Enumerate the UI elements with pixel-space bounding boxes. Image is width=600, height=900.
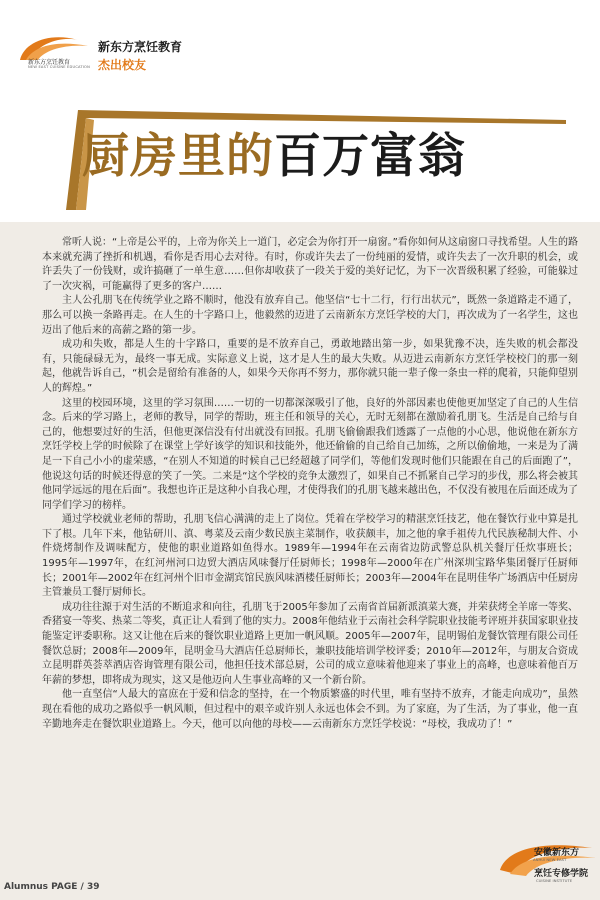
school-en-line-2: CUISINE INSTITUTE [536, 878, 573, 883]
paragraph-4: 这里的校园环境，这里的学习氛围……一切的一切都深深吸引了他，良好的外部因素也使他更加坚定了自己的人生信念。后来的学习路上，老师的教导，同学的帮助，班主任和领导的关心，无时无刻都在激励着孔朋飞。生活是自己给与自己的，他想要过好的生活，但他更深信没有付出就没有回报。孔朋飞偷偷跟我们透露了一点他的小心思，他说他在新东方烹饪学校上学的时候除了在课堂上学好该学的知识和技能外，他还偷偷的自己给自己加练，之所以偷偷地，一来是为了满足一下自己小小的虚荣感，“在别人不知道的时候自己已经超越了同学们，等他们发现时他们只能跟在自己的后面跑了”，他说这句话的时候还得意的笑了一笑。二来是“这个学校的竞争太激烈了，如果自己不抓紧自己学习的步伐，那么将会被其他同学远远的甩在后面”。我想也许正是这种小自我心理，才使得我们的孔朋飞越来越出色，不仅没有被甩在后面还成为了同学们学习的榜样。 [42, 397, 578, 511]
paragraph-6: 成功往往源于对生活的不断追求和向往，孔朋飞于2005年参加了云南省首届新派滇菜大赛，并荣获烤全羊席一等奖、香猪宴一等奖、热菜二等奖，真正让人看到了他的实力。2008年他结业于云南社会科学院职业技能考评班并获国家职业技能鉴定评委职称。这又让他在后来的餐饮职业道路上更加一帆风顺。2005年—2007年，昆明锡伯龙餐饮管理有限公司任餐饮总厨；2008年—2009年，昆明金马大酒店任总厨师长，兼职技能培训学校评委；2010年—2012年，与朋友合资成立昆明群英荟萃酒店咨询管理有限公司，他担任技术部总厨，公司的成立意味着他迎来了事业上的高峰，也意味着他百万年薪的梦想，即将成为现实，这又是他迈向人生事业高峰的又一个新台阶。 [42, 601, 578, 686]
logo-subtext: NEW EAST CUISINE EDUCATION [28, 65, 90, 69]
page-header [0, 0, 600, 222]
school-name-line-1: 安徽新东方 [534, 848, 580, 858]
paragraph-2: 主人公孔朋飞在传统学业之路不顺时，他没有放弃自己。他坚信“七十二行，行行出状元”，既然一条道路走不通了，那么可以换一条路再走。在人生的十字路口上，他毅然的迈进了云南新东方烹饪学校的大门，再次成为了一名学生，这也迈出了他后来的高薪之路的第一步。 [42, 295, 578, 336]
title-part-1: 厨房里的 [82, 129, 274, 184]
swoosh-logo-icon [16, 30, 94, 76]
title-part-2: 百万富翁 [274, 129, 466, 184]
section-tag: 杰出校友 [98, 58, 147, 72]
logo-text: 新东方烹饪教育 [28, 59, 71, 66]
page-number-label: Alumnus PAGE / 39 [4, 882, 100, 892]
brand-block [16, 30, 216, 82]
paragraph-1: 常听人说：“上帝是公平的，上帝为你关上一道门，必定会为你打开一扇窗。”看你如何从这扇窗口寻找希望。人生的路本来就充满了挫折和机遇，看你是否用心去对待。有时，你或许失去了一份纯丽的爱情，或许失去了一次升职的机会，或许丢失了一份钱财，或许搞砸了一单生意……但你却收获了一段关于爱的美好记忆，为下一次晋级积累了经验，可能躲过了一次灾祸，可能赢得了更多的客户…… [42, 237, 578, 292]
school-name-line-2: 烹饪专修学院 [534, 869, 589, 879]
brand-name: 新东方烹饪教育 [98, 40, 183, 54]
paragraph-3: 成功和失败，都是人生的十字路口，重要的是不放弃自己，勇敢地踏出第一步，如果犹豫不决，连失败的机会都没有，只能碌碌无为，最终一事无成。实际意义上说，这才是人生的最大失败。从迈进云南新东方烹饪学校校门的那一刻起，他就告诉自己，“机会是留给有准备的人，如果今天你再不努力，那你就只能一辈子像一条虫一样的爬着，只能仰望别人的辉煌。” [42, 339, 578, 394]
school-en-line-1: ANHUI NEW EAST [533, 857, 567, 862]
paragraph-7: 他一直坚信“人最大的富庶在于爱和信念的坚持，在一个物质繁盛的时代里，唯有坚持不放弃，才能走向成功”，虽然现在看他的成功之路似乎一帆风顺，但过程中的艰辛或许别人永远也体会不到。为了家庭，为了生活，为了事业，他一直辛勤地奔走在餐饮职业道路上。今天，他可以向他的母校——云南新东方烹饪学校说：“母校，我成功了！” [42, 689, 578, 730]
article-title [82, 127, 466, 187]
article-body [42, 236, 578, 732]
paragraph-5: 通过学校就业老师的帮助，孔朋飞信心满满的走上了岗位。凭着在学校学习的精湛烹饪技艺，他在餐饮行业中算是扎下了根。几年下来，他钻研川、滇、粤菜及云南少数民族主菜制作，收获颇丰，加之他的拿手祖传九代民族秘制大件、小件烧烤制作及调味配方，使他的职业道路如鱼得水。1989年—1994年在云南省边防武警总队机关餐厅任炊事班长；1995年—1997年，在红河州河口边贸大酒店风味餐厅任厨师长；1998年—2000年在广州深圳宝路华集团餐厅任厨师长；2001年—2002年在红河州个旧市金湖宾馆民族风味酒楼任厨师长；2003年—2004年在昆明佳华广场酒店中任厨房主管兼员工餐厅厨师长。 [42, 514, 578, 599]
